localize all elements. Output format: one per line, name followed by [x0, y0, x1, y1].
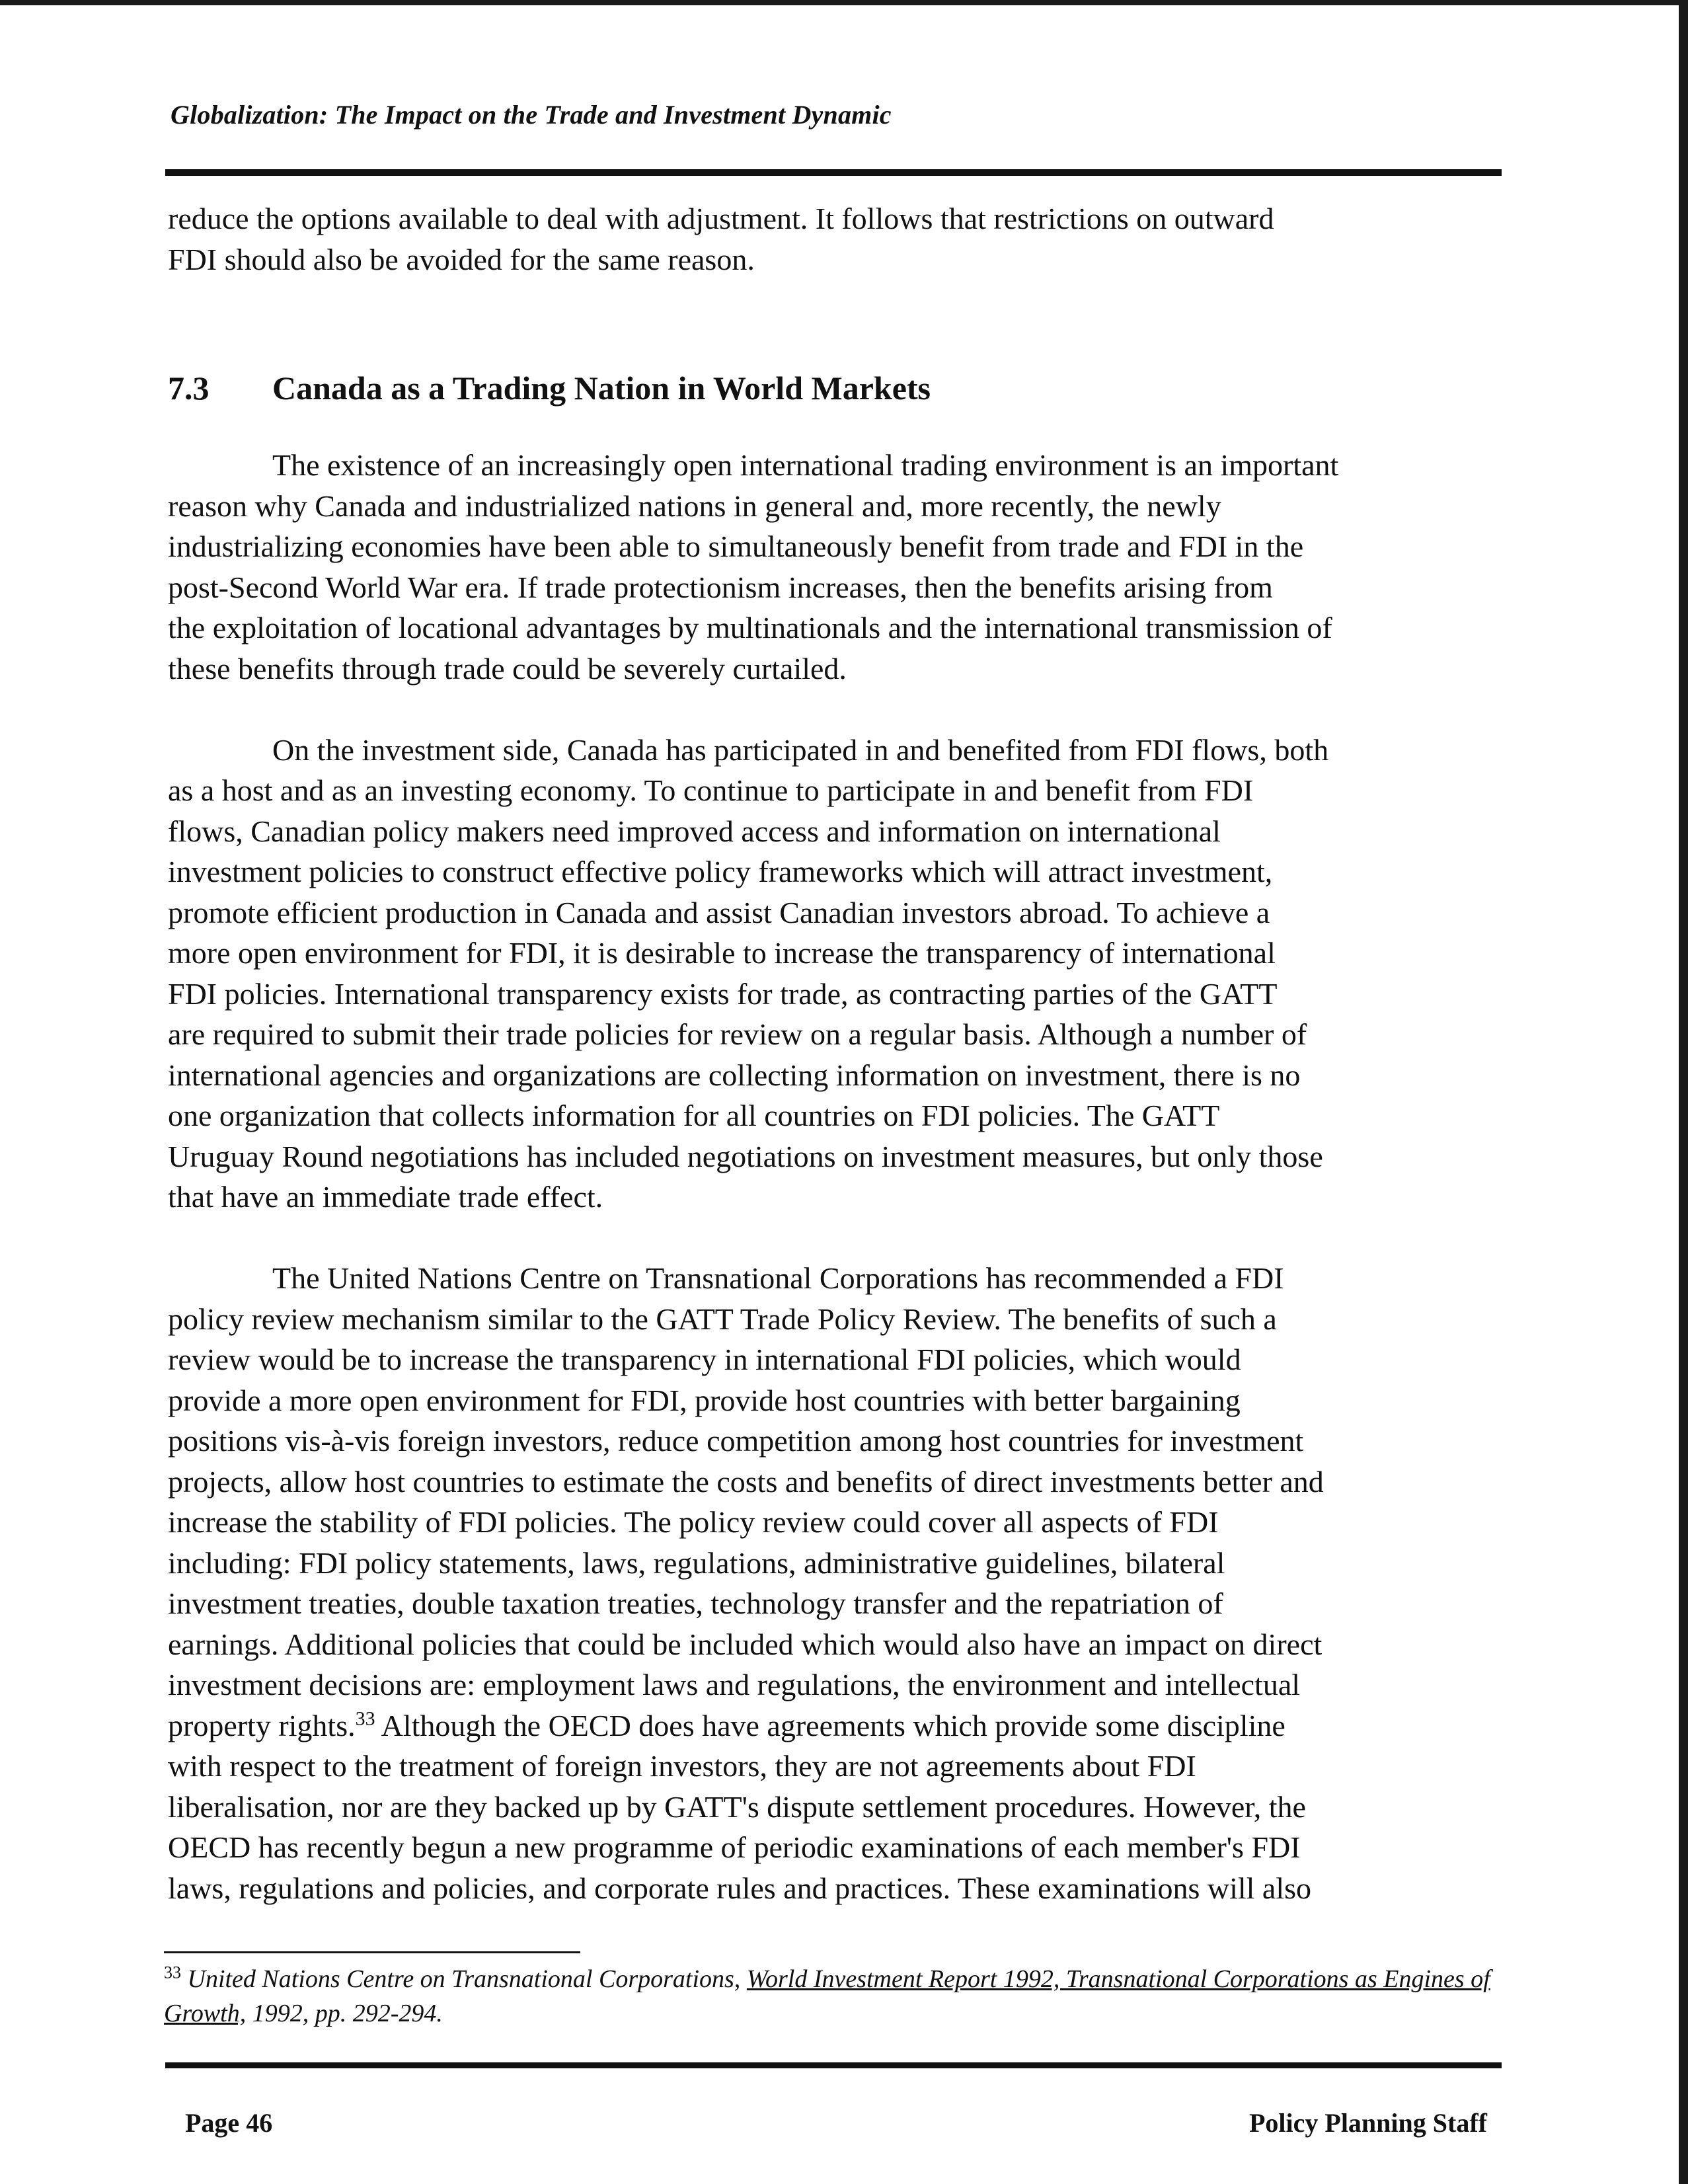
paragraph-3-part-2: Although the OECD does have agreements which provide some discipline with respect to the treatment of foreign investors, they are not agreements about FDI liberalisation, nor are they backed up by GATT's dispute settlement procedures. However, the OECD has recently begun a new programme of periodic examinations of each member's FDI laws, regulations and policies, and corporate rules and practices. These examinations will also [168, 1708, 1312, 1905]
footnote-reference[interactable]: 33 [355, 1707, 375, 1730]
footer-rule [165, 2062, 1502, 2068]
paragraph-3 [168, 1258, 1503, 1908]
footnote-rule [164, 1951, 580, 1953]
section-heading [168, 367, 1503, 409]
page-top-border [0, 0, 1688, 5]
footnote-author: United Nations Centre on Transnational Corporations, [181, 1965, 747, 1993]
paragraph-1: The existence of an increasingly open international trading environment is an important reason why Canada and industrialized nations in general and, more recently, the newly industrializing economies have been able to simultaneously benefit from trade and FDI in the post-Second World War era. If trade protectionism increases, then the benefits arising from the exploitation of locational advantages by multinationals and the international transmission of these benefits through trade could be severely curtailed. [168, 448, 1339, 685]
footer-organization: Policy Planning Staff [1248, 2108, 1487, 2138]
header-rule [165, 169, 1502, 176]
section-number: 7.3 [168, 370, 210, 407]
body-text [168, 198, 1503, 1908]
page-number: Page 46 [185, 2108, 273, 2138]
continuation-paragraph: reduce the options available to deal with adjustment. It follows that restrictions on outward FDI should also be avoided for the same reason. [168, 202, 1274, 276]
paragraph-3-part-1: The United Nations Centre on Transnational Corporations has recommended a FDI policy review mechanism similar to the GATT Trade Policy Review. The benefits of such a review would be to increase the transparency in international FDI policies, which would provide a more open environment for FDI, provide host countries with better bargaining positions vis-à-vis foreign investors, reduce competition among host countries for investment projects, allow host countries to estimate the costs and benefits of direct investments better and increase the stability of FDI policies. The policy review could cover all aspects of FDI including: FDI policy statements, laws, regulations, administrative guidelines, bilateral investment treaties, double taxation treaties, technology transfer and the repatriation of earnings. Additional policies that could be included which would also have an impact on direct investment decisions are: employment laws and regulations, the environment and intellectual property rights. [168, 1261, 1324, 1742]
page-right-border [1679, 0, 1688, 2184]
footnote-number: 33 [164, 1963, 181, 1982]
footnote-title: World Investment Report 1992, Transnational Corporations as Engines of Growth, [164, 1965, 1490, 2027]
running-header: Globalization: The Impact on the Trade and Investment Dynamic [171, 100, 892, 130]
section-title: Canada as a Trading Nation in World Markets [272, 370, 931, 407]
footnote-details: 1992, pp. 292-294. [246, 2000, 443, 2027]
paragraph-2: On the investment side, Canada has participated in and benefited from FDI flows, both as a host and as an investing economy. To continue to participate in and benefit from FDI flows, Canadian policy makers need improved access and information on international investment policies to construct effective policy frameworks which will attract investment, promote efficient production in Canada and assist Canadian investors abroad. To achieve a more open environment for FDI, it is desirable to increase the transparency of international FDI policies. International transparency exists for trade, as contracting parties of the GATT are required to submit their trade policies for review on a regular basis. Although a number of international agencies and organizations are collecting information on investment, there is no one organization that collects information for all countries on FDI policies. The GATT Uruguay Round negotiations has included negotiations on investment measures, but only those that have an immediate trade effect. [168, 732, 1329, 1214]
footnote [164, 1962, 1506, 2031]
